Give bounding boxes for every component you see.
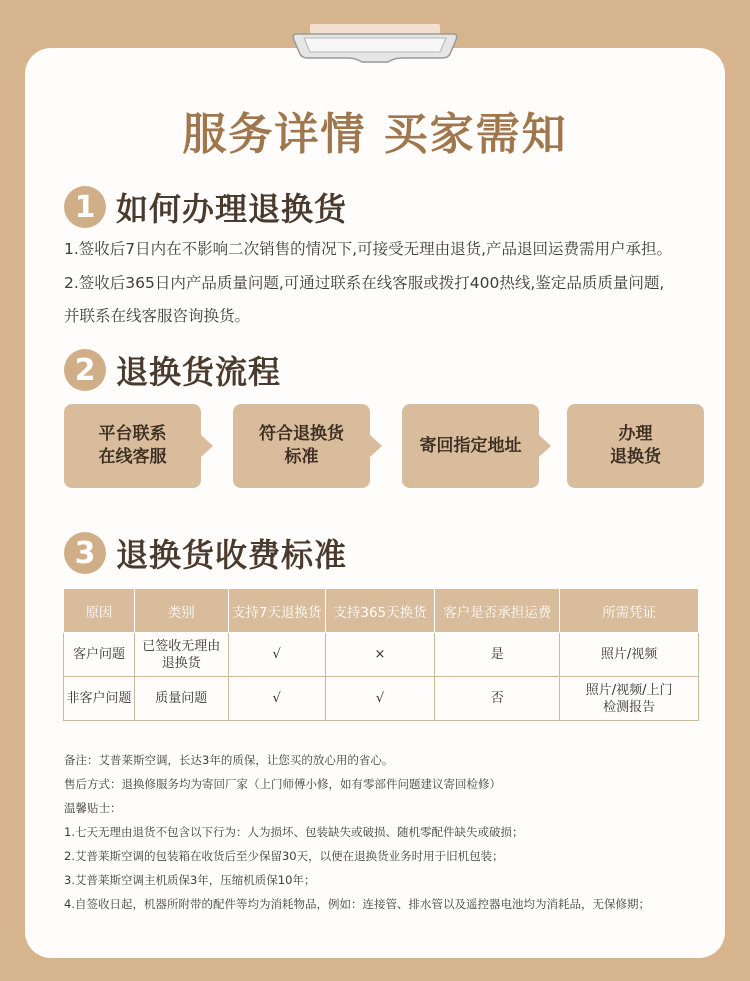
section-title: 退换货收费标准 xyxy=(116,536,348,574)
return-flow xyxy=(64,404,704,488)
table-cell: 客户问题 xyxy=(64,633,135,677)
section-3-header xyxy=(64,528,347,578)
table-cell: 质量问题 xyxy=(134,677,228,721)
column-header: 所需凭证 xyxy=(560,589,699,633)
note-line: 温馨贴士： xyxy=(64,801,122,815)
section-number-badge: 3 xyxy=(64,532,106,574)
table-row xyxy=(64,677,699,721)
flow-step-qualify xyxy=(233,404,370,488)
column-header: 支持365天换货 xyxy=(325,589,435,633)
note-line: 1.七天无理由退货不包含以下行为：人为损坏、包装缺失或破损、随机零配件缺失或破损； xyxy=(64,825,524,839)
table-cell: √ xyxy=(228,633,325,677)
flow-step-label: 办理 退换货 xyxy=(610,424,661,467)
section-title: 如何办理退换货 xyxy=(116,190,348,228)
table-cell: 已签收无理由 退换货 xyxy=(134,633,228,677)
note-line: 备注：艾普莱斯空调，长达3年的质保，让您买的放心用的省心。 xyxy=(64,753,394,767)
column-header: 客户是否承担运费 xyxy=(435,589,560,633)
return-rule-1: 1.签收后7日内在不影响二次销售的情况下,可接受无理由退货,产品退回运费需用户承担。 xyxy=(64,240,673,258)
table-cell: 照片/视频/上门 检测报告 xyxy=(560,677,699,721)
note-line: 4.自签收日起，机器所附带的配件等均为消耗物品，例如：连接管、排水管以及遥控器电池均为消耗品，无保修期； xyxy=(64,897,650,911)
section-2-header xyxy=(64,345,281,395)
flow-step-label: 平台联系 在线客服 xyxy=(98,424,167,467)
flow-step-ship xyxy=(402,404,539,488)
fee-table xyxy=(63,588,699,721)
table-cell: 否 xyxy=(435,677,560,721)
column-header: 原因 xyxy=(64,589,135,633)
table-cell: √ xyxy=(325,677,435,721)
table-cell: 是 xyxy=(435,633,560,677)
return-rule-2-cont: 并联系在线客服咨询换货。 xyxy=(64,307,251,325)
table-cell: × xyxy=(325,633,435,677)
flow-step-label: 寄回指定地址 xyxy=(419,435,522,456)
note-line: 2.艾普莱斯空调的包装箱在收货后至少保留30天，以便在退换货业务时用于旧机包装； xyxy=(64,849,504,863)
notes-block xyxy=(64,748,724,916)
column-header: 支持7天退换货 xyxy=(228,589,325,633)
flow-step-label: 符合退换货 标准 xyxy=(259,424,344,467)
column-header: 类别 xyxy=(134,589,228,633)
return-rule-2: 2.签收后365日内产品质量问题,可通过联系在线客服或拨打400热线,鉴定品质质量问题, xyxy=(64,274,665,292)
section-number-badge: 2 xyxy=(64,349,106,391)
clipboard-clip-icon xyxy=(290,24,460,64)
table-row xyxy=(64,633,699,677)
note-line: 3.艾普莱斯空调主机质保3年，压缩机质保10年； xyxy=(64,873,316,887)
flow-step-contact xyxy=(64,404,201,488)
table-cell: 照片/视频 xyxy=(560,633,699,677)
section-1-header xyxy=(64,182,347,232)
page-title: 服务详情 买家需知 xyxy=(182,109,568,160)
table-cell: 非客户问题 xyxy=(64,677,135,721)
note-line: 售后方式：退换修服务均为寄回厂家（上门师傅小修，如有零部件问题建议寄回检修） xyxy=(64,777,501,791)
table-cell: √ xyxy=(228,677,325,721)
section-title: 退换货流程 xyxy=(116,353,282,391)
flow-step-process xyxy=(567,404,704,488)
arrow-right-icon xyxy=(201,435,213,457)
arrow-right-icon xyxy=(370,435,382,457)
section-number-badge: 1 xyxy=(64,186,106,228)
arrow-right-icon xyxy=(539,435,551,457)
table-header-row xyxy=(64,589,699,633)
